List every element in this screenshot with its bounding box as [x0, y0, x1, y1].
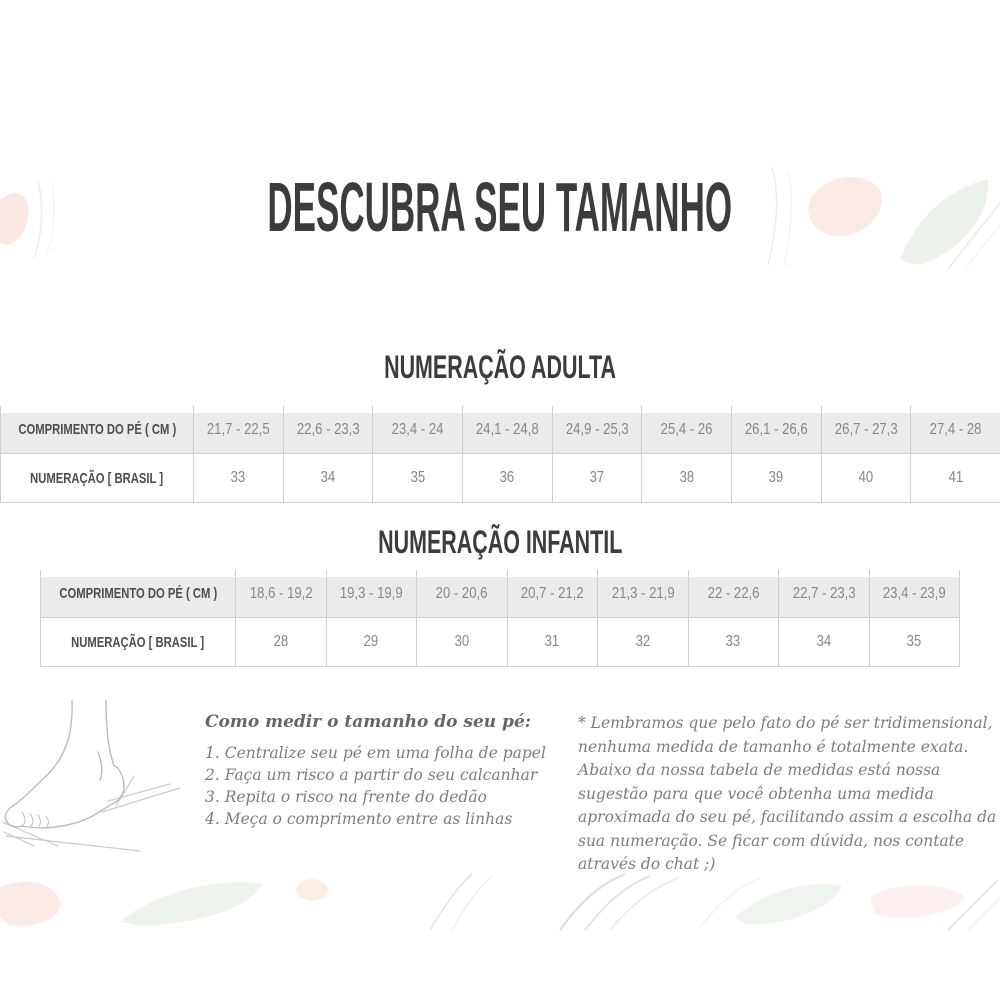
adult-size-table	[0, 406, 1000, 503]
kids-length-cell: 22,7 - 23,3	[778, 570, 869, 618]
kids-size-cell: 31	[507, 618, 598, 666]
foot-illustration-container	[0, 700, 196, 852]
instruction-step-4: 4. Meça o comprimento entre as linhas	[205, 810, 513, 828]
kids-size-cell: 29	[326, 618, 417, 666]
size-disclaimer-note: * Lembramos que pelo fato do pé ser tridimensional, nenhuma medida de tamanho é totalmente exata. Abaixo da nossa tabela de medidas está nossa sugestão para que você obtenha uma medida aproximada do seu pé, facilitando assim a escolha da sua numeração. Se ficar com dúvida, nos contate através do chat ;)	[578, 714, 997, 873]
adult-length-cell: 21,7 - 22,5	[193, 406, 283, 454]
adult-size-cell: 35	[372, 454, 462, 502]
adult-size-cell: 36	[462, 454, 552, 502]
kids-size-row-label: NUMERAÇÃO [ BRASIL ]	[40, 618, 235, 666]
adult-length-cell: 23,4 - 24	[372, 406, 462, 454]
adult-size-row-label: NUMERAÇÃO [ BRASIL ]	[0, 454, 193, 502]
foot-measuring-illustration	[0, 700, 196, 852]
adult-length-cell: 24,1 - 24,8	[462, 406, 552, 454]
kids-length-cell: 22 - 22,6	[688, 570, 779, 618]
adult-size-cell: 40	[821, 454, 911, 502]
kids-table-heading	[0, 526, 1000, 558]
adult-size-cell: 38	[641, 454, 731, 502]
kids-size-table	[40, 570, 960, 667]
kids-size-cell: 28	[235, 618, 326, 666]
kids-length-cell: 19,3 - 19,9	[326, 570, 417, 618]
adult-length-cell: 24,9 - 25,3	[552, 406, 642, 454]
adult-size-cell: 33	[193, 454, 283, 502]
kids-size-cell: 32	[597, 618, 688, 666]
instruction-step-3: 3. Repita o risco na frente do dedão	[205, 788, 487, 806]
kids-size-cell: 34	[778, 618, 869, 666]
adult-length-cell: 27,4 - 28	[910, 406, 1000, 454]
kids-length-cell: 20 - 20,6	[416, 570, 507, 618]
kids-size-cell: 35	[869, 618, 960, 666]
measuring-instructions	[205, 712, 570, 830]
adult-table-heading	[0, 351, 1000, 383]
adult-length-row-label: COMPRIMENTO DO PÉ ( CM )	[0, 406, 193, 454]
page-title-text: DESCUBRA SEU TAMANHO	[267, 168, 733, 246]
kids-length-cell: 21,3 - 21,9	[597, 570, 688, 618]
kids-length-cell: 23,4 - 23,9	[869, 570, 960, 618]
kids-table-heading-text: NUMERAÇÃO INFANTIL	[377, 524, 623, 560]
adult-size-cell: 39	[731, 454, 821, 502]
page-title	[0, 168, 1000, 246]
adult-table-heading-text: NUMERAÇÃO ADULTA	[384, 349, 616, 385]
adult-size-cell: 37	[552, 454, 642, 502]
adult-size-cell: 41	[910, 454, 1000, 502]
kids-size-cell: 33	[688, 618, 779, 666]
kids-size-cell: 30	[416, 618, 507, 666]
adult-size-cell: 34	[283, 454, 373, 502]
adult-length-cell: 26,7 - 27,3	[821, 406, 911, 454]
adult-length-cell: 26,1 - 26,6	[731, 406, 821, 454]
kids-length-row-label: COMPRIMENTO DO PÉ ( CM )	[40, 570, 235, 618]
instructions-heading: Como medir o tamanho do seu pé:	[205, 712, 532, 732]
decorative-pattern-bottom	[0, 872, 1000, 932]
kids-length-cell: 18,6 - 19,2	[235, 570, 326, 618]
adult-length-cell: 22,6 - 23,3	[283, 406, 373, 454]
instruction-step-1: 1. Centralize seu pé em uma folha de papel	[205, 744, 546, 762]
kids-length-cell: 20,7 - 21,2	[507, 570, 598, 618]
instruction-step-2: 2. Faça um risco a partir do seu calcanhar	[205, 766, 538, 784]
adult-length-cell: 25,4 - 26	[641, 406, 731, 454]
